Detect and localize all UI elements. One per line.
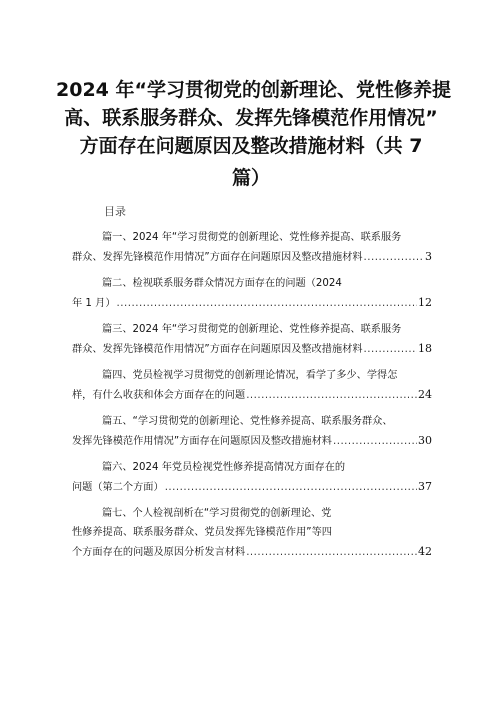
toc-dot-leader [333, 432, 417, 451]
toc-entry-line [72, 247, 432, 266]
toc-heading: 目录 [104, 205, 126, 218]
toc-entry-text: 个方面存在的问题及原因分析发言材料 [72, 547, 246, 558]
toc-dot-leader [165, 478, 417, 497]
toc-entry-line [72, 228, 432, 247]
toc-entry-text: 群众、发挥先锋模范作用情况”方面存在问题原因及整改措施材料 [72, 344, 363, 355]
table-of-contents [72, 228, 432, 569]
toc-page-number: 18 [418, 342, 432, 355]
toc-entry[interactable] [72, 412, 432, 450]
toc-entry[interactable] [72, 320, 432, 358]
toc-entry-line [72, 431, 432, 450]
toc-entry-line [72, 523, 432, 542]
toc-dot-leader [117, 294, 417, 313]
toc-entry-text: 发挥先锋模范作用情况”方面存在问题原因及整改措施材料 [72, 436, 332, 447]
toc-entry-text: 篇三、2024 年“学习贯彻党的创新理论、党性修养提高、联系服务 [102, 324, 402, 335]
toc-page-number: 37 [418, 480, 432, 493]
toc-entry-text: 样，有什么收获和体会方面存在的问题 [72, 390, 246, 401]
toc-dot-leader [246, 543, 417, 562]
toc-page-number: 30 [418, 434, 432, 447]
toc-entry-text: 篇四、党员检视学习贯彻党的创新理论情况，看学了多少、学得怎 [102, 370, 398, 381]
title-line: 篇） [231, 167, 270, 189]
title-line: 高、联系服务群众、发挥先锋模范作用情况” [64, 107, 438, 129]
toc-entry[interactable] [72, 274, 432, 312]
toc-entry-line [72, 366, 432, 385]
document-title [56, 76, 451, 192]
toc-entry-line [72, 504, 432, 523]
title-line: 2024 年“学习贯彻党的创新理论、党性修养提 [56, 79, 451, 101]
toc-entry-line [72, 412, 432, 431]
toc-entry-line [72, 320, 432, 339]
toc-page-number: 24 [418, 388, 432, 401]
toc-entry-line [72, 385, 432, 404]
toc-entry-text: 篇二、检视联系服务群众情况方面存在的问题（2024 [102, 278, 342, 289]
toc-entry-text: 篇一、2024 年“学习贯彻党的创新理论、党性修养提高、联系服务 [102, 232, 402, 243]
toc-entry-text: 篇六、2024 年党员检视党性修养提高情况方面存在的 [102, 462, 346, 473]
toc-dot-leader [364, 248, 424, 267]
toc-entry[interactable] [72, 458, 432, 496]
toc-entry-line [72, 274, 432, 293]
title-line: 方面存在问题原因及整改措施材料（共 7 [79, 135, 423, 157]
toc-entry-text: 年 1 月） [72, 298, 116, 309]
toc-entry[interactable] [72, 366, 432, 404]
toc-page-number: 12 [418, 296, 432, 309]
toc-entry-line [72, 458, 432, 477]
toc-dot-leader [364, 340, 417, 359]
toc-entry-text: 篇七、个人检视剖析在“学习贯彻党的创新理论、党 [102, 508, 332, 519]
toc-entry-text: 群众、发挥先锋模范作用情况”方面存在问题原因及整改措施材料 [72, 252, 363, 263]
toc-page-number: 3 [425, 250, 432, 263]
toc-entry[interactable] [72, 228, 432, 266]
toc-entry-text: 性修养提高、联系服务群众、党员发挥先锋模范作用”等四 [72, 527, 332, 538]
toc-entry-line [72, 293, 432, 312]
toc-entry[interactable] [72, 504, 432, 561]
toc-entry-text: 问题（第二个方面） [72, 482, 164, 493]
toc-entry-line [72, 477, 432, 496]
toc-entry-line [72, 542, 432, 561]
toc-entry-text: 篇五、“学习贯彻党的创新理论、党性修养提高、联系服务群众、 [102, 416, 393, 427]
toc-entry-line [72, 339, 432, 358]
toc-page-number: 42 [418, 545, 432, 558]
toc-dot-leader [246, 386, 417, 405]
